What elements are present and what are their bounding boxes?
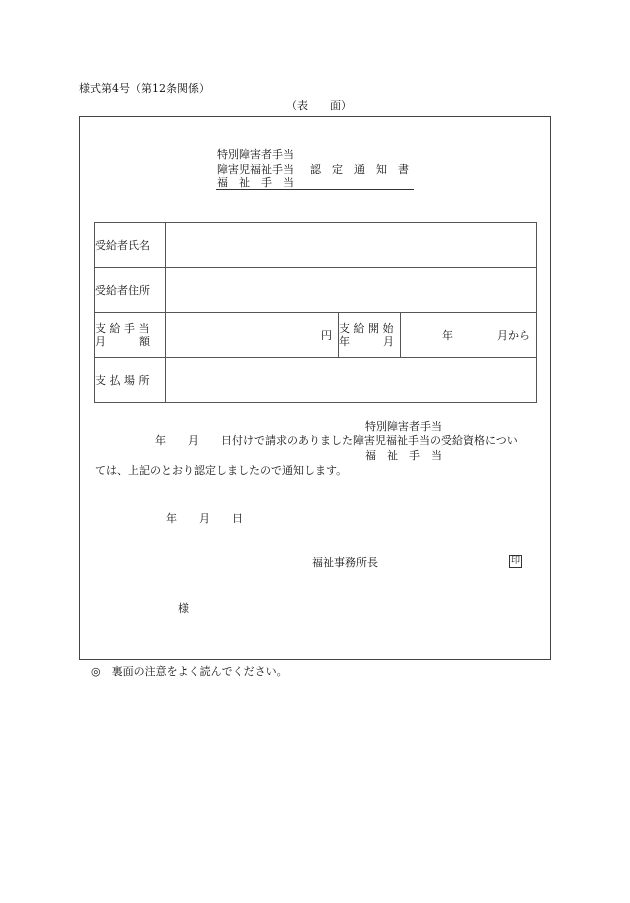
start-value: 年 月から (442, 329, 531, 342)
payment-place-label: 支 払 場 所 (95, 358, 166, 403)
recipient-table (94, 222, 537, 403)
body-line-2: ては、上記のとおり認定しましたので通知します。 (95, 464, 348, 477)
monthly-amount-field[interactable] (166, 313, 339, 358)
title-allowance-special: 特別障害者手当 (217, 148, 294, 161)
title-allowance-child: 障害児福祉手当 (217, 163, 294, 176)
back-side-note: ◎ 裏面の注意をよく読んでください。 (91, 665, 288, 678)
recipient-name-label: 受給者氏名 (95, 223, 166, 268)
title-allowance-welfare: 福 祉 手 当 (217, 176, 294, 189)
title-underline (216, 189, 414, 190)
recipient-name-field[interactable] (166, 223, 537, 268)
recipient-address-label: 受給者住所 (95, 268, 166, 313)
title-suffix: 認 定 通 知 書 (310, 163, 409, 176)
row-recipient-name (95, 223, 537, 268)
issue-date: 年 月 日 (166, 512, 243, 525)
issuer-title: 福祉事務所長 (312, 556, 378, 569)
seal-mark: 印 (510, 556, 520, 566)
recipient-address-field[interactable] (166, 268, 537, 313)
body-allowance-welfare: 福 祉 手 当 (365, 449, 442, 462)
form-number: 様式第4号（第12条関係） (79, 82, 210, 95)
monthly-amount-label-line1: 支 給 手 当 (95, 322, 150, 335)
body-allowance-special: 特別障害者手当 (365, 420, 442, 433)
side-label: （表 面） (286, 99, 352, 112)
start-label (339, 313, 401, 358)
row-amount-start (95, 313, 537, 358)
row-recipient-address (95, 268, 537, 313)
honorific: 様 (178, 602, 189, 615)
monthly-amount-label (95, 313, 166, 358)
start-field[interactable] (401, 313, 537, 358)
row-payment-place (95, 358, 537, 403)
start-label-line2: 年 月 (339, 335, 394, 348)
monthly-amount-label-line2: 月 額 (95, 335, 150, 348)
payment-place-field[interactable] (166, 358, 537, 403)
start-label-line1: 支 給 開 始 (339, 322, 394, 335)
body-line-main: 年 月 日付けで請求のありました障害児福祉手当の受給資格につい (155, 434, 518, 447)
yen-unit: 円 (321, 329, 332, 342)
